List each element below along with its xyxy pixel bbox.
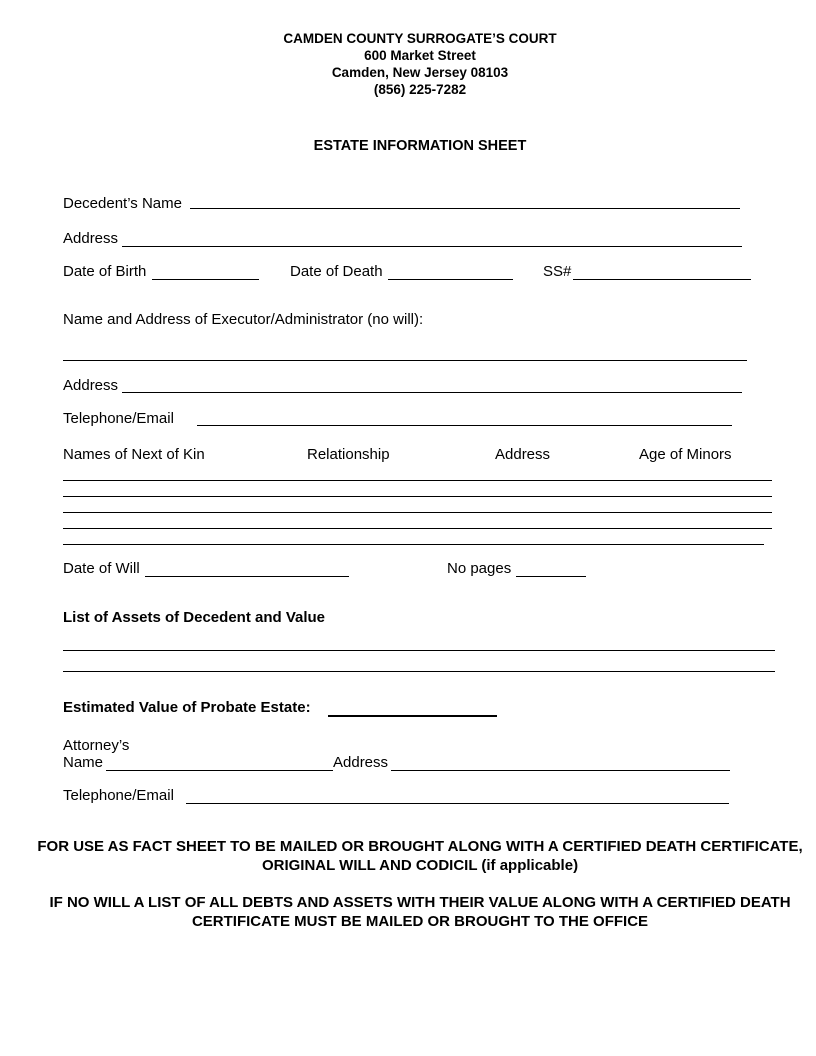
attorney-address-field[interactable] [391, 756, 730, 771]
attorney-telephone-field[interactable] [186, 789, 729, 804]
kin-col-age: Age of Minors [639, 446, 732, 463]
court-street: 600 Market Street [364, 48, 476, 63]
decedent-name-field[interactable] [190, 194, 740, 209]
notice-fact-sheet: FOR USE AS FACT SHEET TO BE MAILED OR BROUGHT ALONG WITH A CERTIFIED DEATH CERTIFICATE, ORIGINAL WILL AND CODICIL (if applicable) [37, 838, 803, 874]
kin-row-field[interactable] [63, 514, 772, 529]
attorney-name-field[interactable] [106, 756, 333, 771]
court-name: CAMDEN COUNTY SURROGATE’S COURT [283, 31, 557, 46]
kin-row-field[interactable] [63, 482, 772, 497]
executor-address-field[interactable] [122, 378, 742, 393]
decedent-address-field[interactable] [122, 232, 742, 247]
attorney-label-line2: Name [63, 754, 104, 771]
ssn-label: SS# [543, 263, 572, 280]
dod-field[interactable] [388, 265, 513, 280]
assets-field[interactable] [63, 636, 775, 651]
attorney-telephone-label: Telephone/Email [63, 787, 174, 804]
will-pages-field[interactable] [516, 562, 586, 577]
decedent-address-label: Address [63, 230, 119, 247]
kin-row-field[interactable] [63, 466, 772, 481]
will-pages-label: No pages [447, 560, 512, 577]
dob-field[interactable] [152, 265, 259, 280]
kin-col-address: Address [495, 446, 551, 463]
will-date-field[interactable] [145, 562, 349, 577]
kin-row-field[interactable] [63, 498, 772, 513]
dod-label: Date of Death [290, 263, 383, 280]
will-date-label: Date of Will [63, 560, 140, 577]
assets-field[interactable] [63, 657, 775, 672]
executor-address-label: Address [63, 377, 119, 394]
ssn-field[interactable] [573, 265, 751, 280]
form-title: ESTATE INFORMATION SHEET [313, 138, 527, 154]
dob-label: Date of Birth [63, 263, 147, 280]
kin-col-relationship: Relationship [307, 446, 390, 463]
estimate-field[interactable] [328, 701, 497, 717]
attorney-label-line1: Attorney’s [63, 737, 130, 754]
decedent-name-label: Decedent’s Name [63, 195, 182, 212]
executor-telephone-label: Telephone/Email [63, 410, 174, 427]
executor-heading: Name and Address of Executor/Administrator (no will): [63, 311, 424, 328]
kin-col-name: Names of Next of Kin [63, 446, 205, 463]
notice-no-will: IF NO WILL A LIST OF ALL DEBTS AND ASSETS WITH THEIR VALUE ALONG WITH A CERTIFIED DEATH CERTIFICATE MUST BE MAILED OR BROUGHT TO THE OFFICE [49, 894, 791, 930]
executor-telephone-field[interactable] [197, 411, 732, 426]
kin-row-field[interactable] [63, 530, 764, 545]
executor-name-field[interactable] [63, 346, 747, 361]
attorney-address-label: Address [333, 754, 389, 771]
estimate-label: Estimated Value of Probate Estate: [63, 699, 311, 716]
court-phone: (856) 225-7282 [373, 82, 467, 97]
assets-heading: List of Assets of Decedent and Value [63, 609, 326, 626]
court-city: Camden, New Jersey 08103 [331, 65, 509, 80]
